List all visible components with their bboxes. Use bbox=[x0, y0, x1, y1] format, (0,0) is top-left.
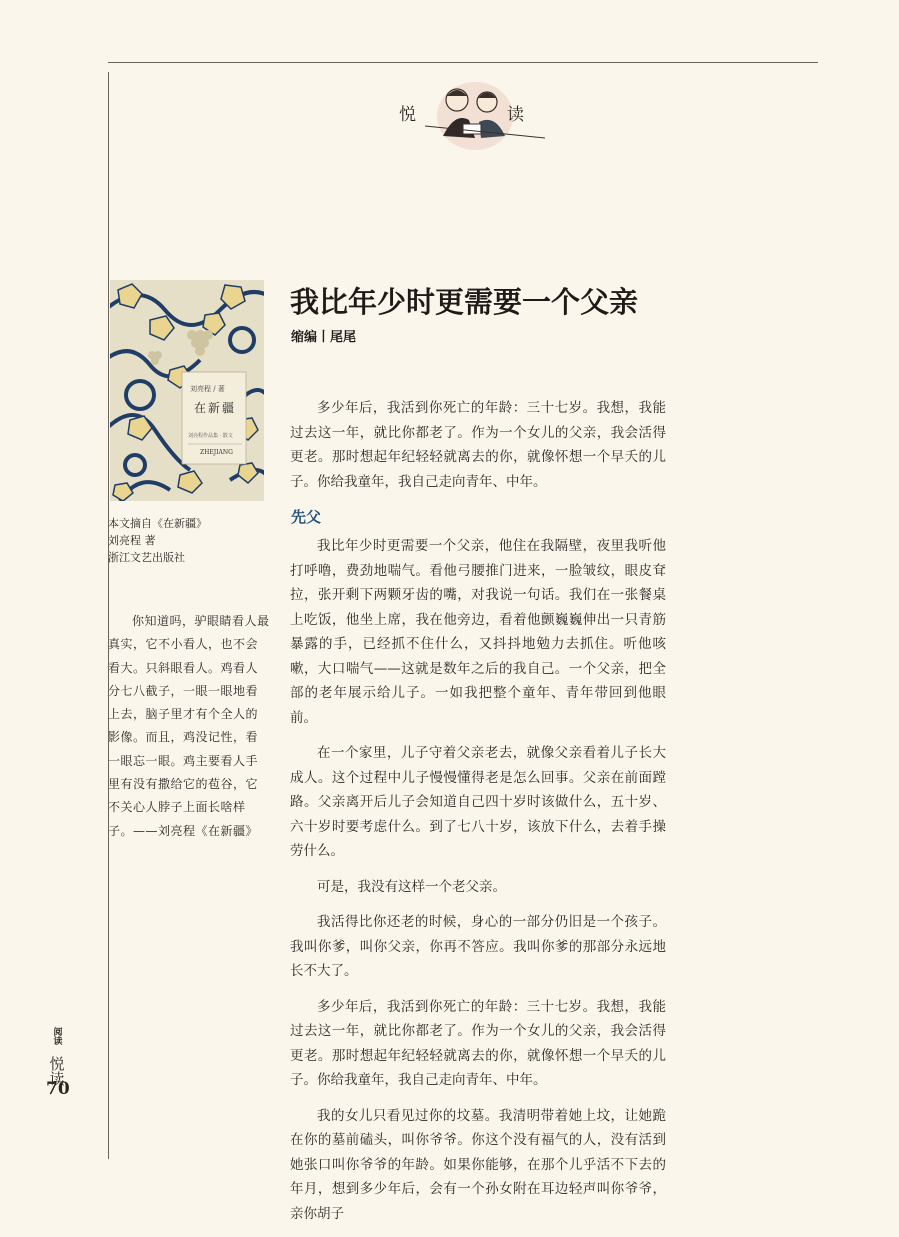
cover-author: 刘亮程 / 著 bbox=[190, 385, 225, 393]
body-paragraph: 我的女儿只看见过你的坟墓。我清明带着她上坟，让她跪在你的墓前磕头，叫你爷爷。你这个没有福气的人，没有活到她张口叫你爷爷的年龄。如果你能够，在那个儿乎活不下去的年月，想到多少年后，会有一个孙女附在耳边轻声叫你爷爷，亲你胡子 bbox=[290, 1107, 666, 1222]
body-paragraph: 多少年后，我活到你死亡的年龄：三十七岁。我想，我能过去这一年，就比你都老了。作为一个女儿的父亲，我会活得更老。那时想起年纪轻轻就离去的你，就像怀想一个早夭的儿子。你给我童年，我自己走向青年、中年。 bbox=[290, 998, 666, 1088]
header-char-left: 悦 bbox=[399, 105, 416, 125]
source-line-publisher: 浙江文艺出版社 bbox=[108, 551, 185, 564]
cover-publisher: ZHEJIANG bbox=[200, 449, 233, 456]
article-title: 我比年少时更需要一个父亲 bbox=[290, 285, 639, 319]
section-heading: 先父 bbox=[291, 508, 322, 526]
header-char-right: 读 bbox=[507, 105, 524, 125]
top-rule bbox=[108, 62, 818, 63]
source-line-author: 刘亮程 著 bbox=[108, 534, 156, 547]
article-body bbox=[290, 534, 666, 1237]
cover-series: 刘亮程作品集 · 散文 bbox=[188, 433, 233, 439]
cover-title: 在新疆 bbox=[194, 401, 237, 415]
body-paragraph: 我比年少时更需要一个父亲，他住在我隔壁，夜里我听他打呼噜，费劲地喘气。看他弓腰推门进来，一脸皱纹，眼皮耷拉，张开剩下两颗牙齿的嘴，对我说一句话。我们在一张餐桌上吃饭，他坐上席，我在他旁边，看着他颤巍巍伸出一只青筋暴露的手，已经抓不住什么，又抖抖地勉力去抓住。听他咳嗽，大口喘气——这就是数年之后的我自己。一个父亲，把全部的老年展示给儿子。一如我把整个童年、青年带回到他眼前。 bbox=[290, 538, 666, 726]
reading-children-illustration bbox=[395, 78, 565, 158]
body-paragraph: 在一个家里，儿子守着父亲老去，就像父亲看着儿子长大成人。这个过程中儿子慢慢懂得老是怎么回事。父亲在前面蹚路。父亲离开后儿子会知道自己四十岁时该做什么，五十岁、六十岁时要考虑什么。到了七八十岁，该放下什么，去着手操劳什么。 bbox=[290, 745, 666, 859]
cover-pattern bbox=[110, 280, 264, 501]
book-source bbox=[108, 515, 207, 566]
body-paragraph: 我活得比你还老的时候，身心的一部分仍旧是一个孩子。我叫你爹，叫你父亲，你再不答应。我叫你爹的那部分永远地长不大了。 bbox=[290, 914, 666, 979]
byline: 缩编丨尾尾 bbox=[291, 330, 357, 345]
book-cover bbox=[110, 280, 264, 501]
intro-block bbox=[290, 396, 666, 505]
intro-paragraph: 多少年后，我活到你死亡的年龄：三十七岁。我想，我能过去这一年，就比你都老了。作为一个女儿的父亲，我会活得更老。那时想起年纪轻轻就离去的你，就像怀想一个早夭的儿子。你给我童年，我自己走向青年、中年。 bbox=[290, 400, 666, 490]
sidebar-big-label: 悦读 bbox=[47, 1056, 66, 1086]
pull-quote: 你知道吗，驴眼睛看人最真实，它不小看人，也不会看大。只斜眼看人。鸡看人分七八截子，一眼一眼地看上去，脑子里才有个全人的影像。而且，鸡没记性，看一眼忘一眼。鸡主要看人手里有没有撒给它的苞谷，它不关心人脖子上面长啥样子。——刘亮程《在新疆》 bbox=[108, 614, 270, 838]
column-header bbox=[395, 78, 565, 158]
sidebar-small-label: 阅读 bbox=[51, 1027, 62, 1045]
body-paragraph: 可是，我没有这样一个老父亲。 bbox=[317, 878, 506, 895]
source-line-excerpt: 本文摘自《在新疆》 bbox=[108, 517, 207, 530]
page-number: 70 bbox=[46, 1079, 70, 1099]
